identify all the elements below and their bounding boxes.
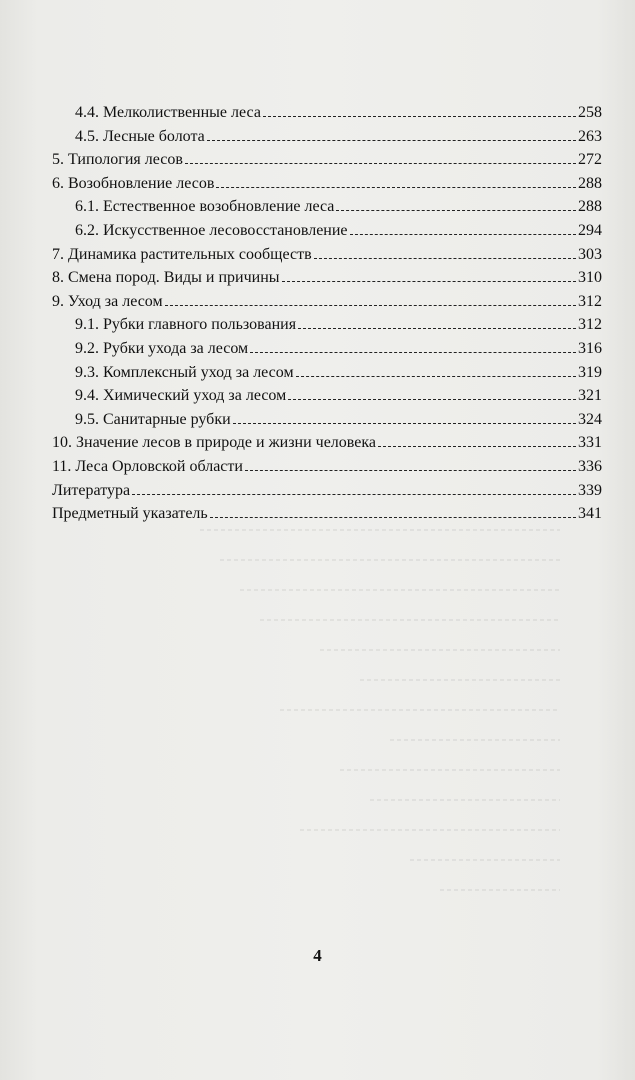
toc-entry-title: 5. Типология лесов	[52, 151, 183, 169]
toc-leader	[207, 140, 576, 141]
toc-entry-title: 9.3. Комплексный уход за лесом	[75, 363, 294, 381]
toc-leader	[336, 210, 576, 211]
toc-entry	[52, 455, 602, 479]
toc-entry-title: 10. Значение лесов в природе и жизни человека	[52, 434, 376, 452]
toc-entry-title: 7. Динамика растительных сообществ	[52, 245, 312, 263]
toc-entry-title: 9.2. Рубки ухода за лесом	[75, 339, 249, 357]
toc-entry	[52, 313, 602, 337]
toc-entry	[52, 361, 602, 385]
toc-entry-title: 11. Леса Орловской области	[52, 457, 243, 475]
toc-entry-page: 288	[578, 198, 602, 216]
toc-entry-title: 4.4. Мелколиственные леса	[75, 104, 261, 121]
toc-entry-page: 321	[578, 387, 602, 405]
toc-entry	[52, 172, 602, 196]
toc-entry-page: 294	[578, 221, 602, 239]
toc-entry-page: 339	[578, 481, 602, 499]
page-number: 4	[313, 946, 322, 965]
show-through-lines-graphic	[60, 520, 580, 920]
toc-entry-title: 9.1. Рубки главного пользования	[75, 316, 297, 334]
toc-entry	[52, 408, 602, 432]
toc-entry-title: 6. Возобновление лесов	[52, 174, 215, 192]
toc-leader	[314, 258, 576, 259]
toc-entry	[52, 243, 602, 267]
toc-leader	[282, 281, 576, 282]
toc-entry-title: Литература	[52, 481, 131, 499]
toc-entry-page: 312	[578, 316, 602, 334]
toc-entry-title: 4.5. Лесные болота	[75, 127, 205, 145]
toc-leader	[350, 234, 576, 235]
toc-entry-page: 272	[578, 151, 602, 169]
toc-entry-page: 310	[578, 269, 602, 287]
toc-entry	[52, 502, 602, 526]
toc-entry-page: 288	[578, 174, 602, 192]
toc-leader	[250, 352, 576, 353]
toc-entry	[52, 479, 602, 503]
toc-entry	[52, 148, 602, 172]
toc-leader	[165, 305, 576, 306]
toc-leader	[185, 163, 576, 164]
toc-leader	[216, 187, 576, 188]
toc-leader	[263, 116, 576, 117]
toc-entry-page: 258	[578, 104, 602, 121]
toc-entry-title: 6.2. Искусственное лесовосстановление	[75, 221, 348, 239]
toc-entry-page: 316	[578, 339, 602, 357]
toc-entry	[52, 337, 602, 361]
toc-entry-page: 331	[578, 434, 602, 452]
toc-entry	[52, 266, 602, 290]
toc-leader	[210, 517, 576, 518]
toc-entry	[52, 219, 602, 243]
toc-leader	[288, 399, 576, 400]
toc-entry-page: 312	[578, 292, 602, 310]
toc-entry-title: 9.5. Санитарные рубки	[75, 410, 231, 428]
toc-leader	[132, 494, 576, 495]
show-through-lines	[60, 520, 580, 920]
toc-leader	[378, 446, 576, 447]
toc-entry	[52, 431, 602, 455]
toc-entry-page: 341	[578, 505, 602, 523]
toc-entry	[52, 195, 602, 219]
toc-entry-title: 9. Уход за лесом	[52, 292, 163, 310]
toc-leader	[296, 376, 576, 377]
toc-entry	[52, 101, 602, 125]
toc-entry	[52, 125, 602, 149]
toc-entry	[52, 384, 602, 408]
table-of-contents	[52, 101, 602, 526]
toc-entry-page: 263	[578, 127, 602, 145]
toc-entry-page: 303	[578, 245, 602, 263]
toc-entry-page: 319	[578, 363, 602, 381]
toc-leader	[233, 423, 576, 424]
toc-leader	[245, 470, 576, 471]
toc-leader	[298, 328, 576, 329]
toc-entry-title: 8. Смена пород. Виды и причины	[52, 269, 280, 287]
toc-entry	[52, 290, 602, 314]
toc-entry-page: 336	[578, 457, 602, 475]
toc-entry-title: 6.1. Естественное возобновление леса	[75, 198, 335, 216]
toc-entry-title: 9.4. Химический уход за лесом	[75, 387, 287, 405]
toc-entry-page: 324	[578, 410, 602, 428]
toc-entry-title: Предметный указатель	[52, 505, 208, 523]
